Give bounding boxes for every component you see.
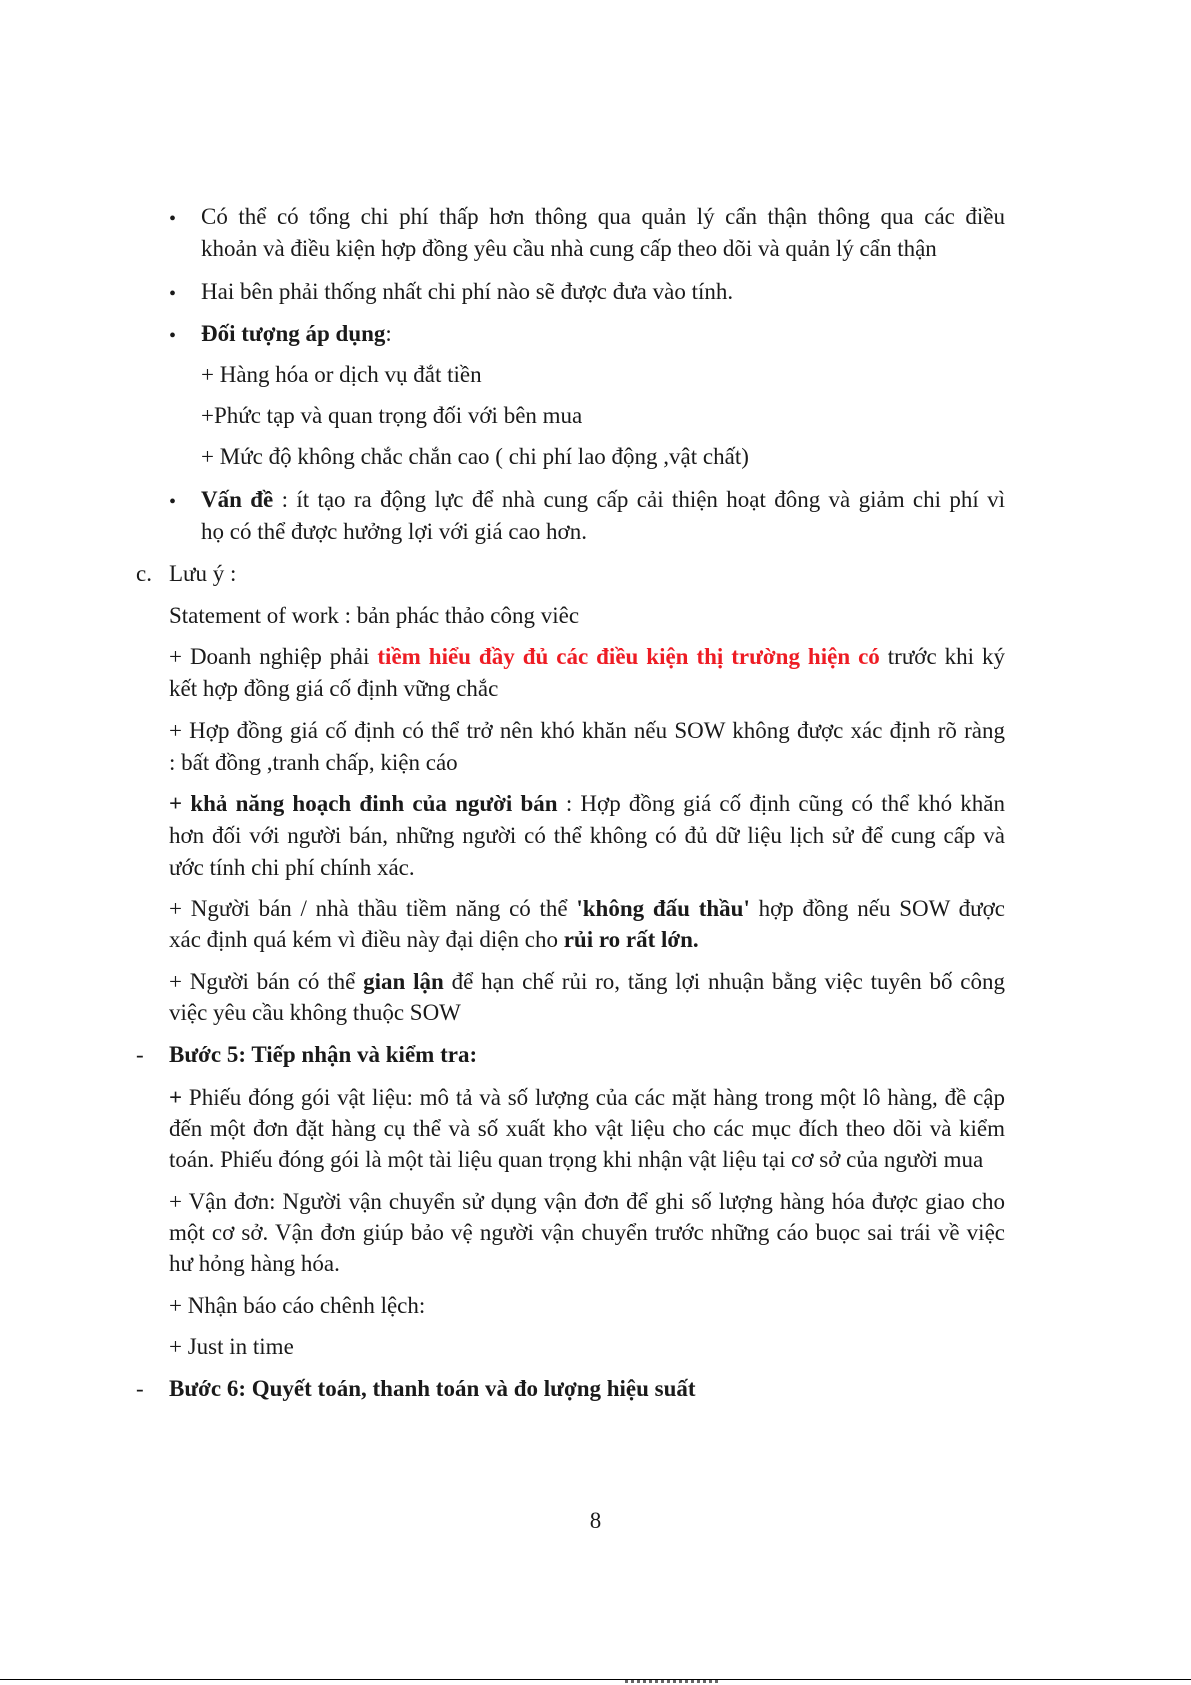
step-5-item-2-line-1: + Vận đơn: Người vận chuyển sử dụng vận đơn để ghi số lượng hàng hóa được giao cho xyxy=(169,1189,1005,1214)
bullet-4-line-2: họ có thể được hưởng lợi với giá cao hơn. xyxy=(201,519,587,544)
issue-text: : ít tạo ra động lực để nhà cung cấp cải thiện hoạt đông và giảm chi phí vì xyxy=(273,487,1005,512)
note-4-line-1 xyxy=(169,893,1005,925)
step-5-item-1-line-2: đến một đơn đặt hàng cụ thể và số xuất kho vật liệu cho các mục đích theo dõi và kiểm xyxy=(169,1116,1005,1141)
colon: : xyxy=(385,321,392,346)
bullet-3-item-3: + Mức độ không chắc chắn cao ( chi phí lao động ,vật chất) xyxy=(201,444,749,469)
note-3-bold: + khả năng hoạch đinh của người bán xyxy=(169,791,558,816)
issue-label: Vấn đề xyxy=(201,487,274,512)
note-2-line-1: + Hợp đồng giá cố định có thể trở nên khó khăn nếu SOW không được xác định rõ ràng xyxy=(169,718,1005,743)
note-5-line-1 xyxy=(169,966,1005,998)
step-5-item-1-text: Phiếu đóng gói vật liệu: mô tả và số lượng của các mặt hàng trong một lô hàng, đề cập xyxy=(182,1085,1005,1110)
step-6-marker: - xyxy=(136,1376,144,1401)
note-1-line-1 xyxy=(169,641,1005,673)
note-5-bold: gian lận xyxy=(363,969,444,994)
step-5-item-1-line-1 xyxy=(169,1082,1005,1114)
note-1-text-a: + Doanh nghiệp phải xyxy=(169,644,378,669)
note-4-line-2-bold: rủi ro rất lớn. xyxy=(563,927,699,952)
note-1-text-b: trước khi ký xyxy=(879,644,1005,669)
bullet-1-line-2: khoản và điều kiện hợp đồng yêu cầu nhà cung cấp theo dõi và quản lý cẩn thận xyxy=(201,236,937,261)
bullet-icon: • xyxy=(169,208,177,230)
note-4-line-2-text: xác định quá kém vì điều này đại diện cho xyxy=(169,927,564,952)
bullet-3-heading xyxy=(201,318,392,350)
note-3-line-3: ước tính chi phí chính xác. xyxy=(169,855,415,880)
note-5-text-a: + Người bán có thể xyxy=(169,969,364,994)
bullet-2-text: Hai bên phải thống nhất chi phí nào sẽ được đưa vào tính. xyxy=(201,279,734,304)
section-c-title: Lưu ý : xyxy=(169,561,237,586)
plus-sign: + xyxy=(169,1085,183,1110)
note-3-text-a: : Hợp đồng giá cố định cũng có thể khó khăn xyxy=(557,791,1005,816)
note-4-text-a: + Người bán / nhà thầu tiềm năng có thể xyxy=(169,896,577,921)
applicable-objects-label: Đối tượng áp dụng xyxy=(201,321,386,346)
step-5-item-4: + Just in time xyxy=(169,1334,294,1359)
note-5-text-b: để hạn chế rủi ro, tăng lợi nhuận bằng việc tuyên bố công xyxy=(443,969,1005,994)
bullet-3-item-2: +Phức tạp và quan trọng đối với bên mua xyxy=(201,403,583,428)
step-5-marker: - xyxy=(136,1042,144,1067)
step-5-item-2-line-2: một cơ sở. Vận đơn giúp bảo vệ người vận chuyển trước những cáo buọc sai trái về việc xyxy=(169,1220,1005,1245)
note-5-line-2: việc yêu cầu không thuộc SOW xyxy=(169,1000,461,1025)
bullet-icon: • xyxy=(169,325,177,347)
page-number: 8 xyxy=(589,1508,602,1533)
step-5-title: Bước 5: Tiếp nhận và kiểm tra: xyxy=(169,1042,478,1067)
section-c-marker: c. xyxy=(136,561,152,586)
note-4-bold: 'không đấu thầu' xyxy=(576,896,750,921)
note-3-line-2: hơn đối với người bán, những người có thể không có đủ dữ liệu lịch sử để cung cấp và xyxy=(169,823,1005,848)
note-4-line-2 xyxy=(169,924,699,956)
bullet-4-line-1 xyxy=(201,484,1005,516)
step-6-title: Bước 6: Quyết toán, thanh toán và đo lượng hiệu suất xyxy=(169,1376,696,1401)
footer-dots xyxy=(625,1680,720,1683)
footer-divider xyxy=(0,1679,1191,1680)
note-3-line-1 xyxy=(169,788,1005,820)
note-1-line-2: kết hợp đồng giá cố định vững chắc xyxy=(169,676,499,701)
step-5-item-3: + Nhận báo cáo chênh lệch: xyxy=(169,1293,426,1318)
bullet-3-item-1: + Hàng hóa or dịch vụ đắt tiền xyxy=(201,362,482,387)
step-5-item-2-line-3: hư hỏng hàng hóa. xyxy=(169,1251,340,1276)
bullet-1-line-1: Có thể có tổng chi phí thấp hơn thông qua quản lý cẩn thận thông qua các điều xyxy=(201,204,1005,229)
note-4-text-b: hợp đồng nếu SOW được xyxy=(749,896,1005,921)
bullet-icon: • xyxy=(169,283,177,305)
note-2-line-2: : bất đồng ,tranh chấp, kiện cáo xyxy=(169,750,458,775)
note-1-highlight: tiềm hiểu đầy đủ các điều kiện thị trường hiện có xyxy=(377,644,880,669)
sow-definition: Statement of work : bản phác thảo công viêc xyxy=(169,603,580,628)
step-5-item-1-line-3: toán. Phiếu đóng gói là một tài liệu quan trọng khi nhận vật liệu tại cơ sở của người mua xyxy=(169,1147,984,1172)
bullet-icon: • xyxy=(169,491,177,513)
